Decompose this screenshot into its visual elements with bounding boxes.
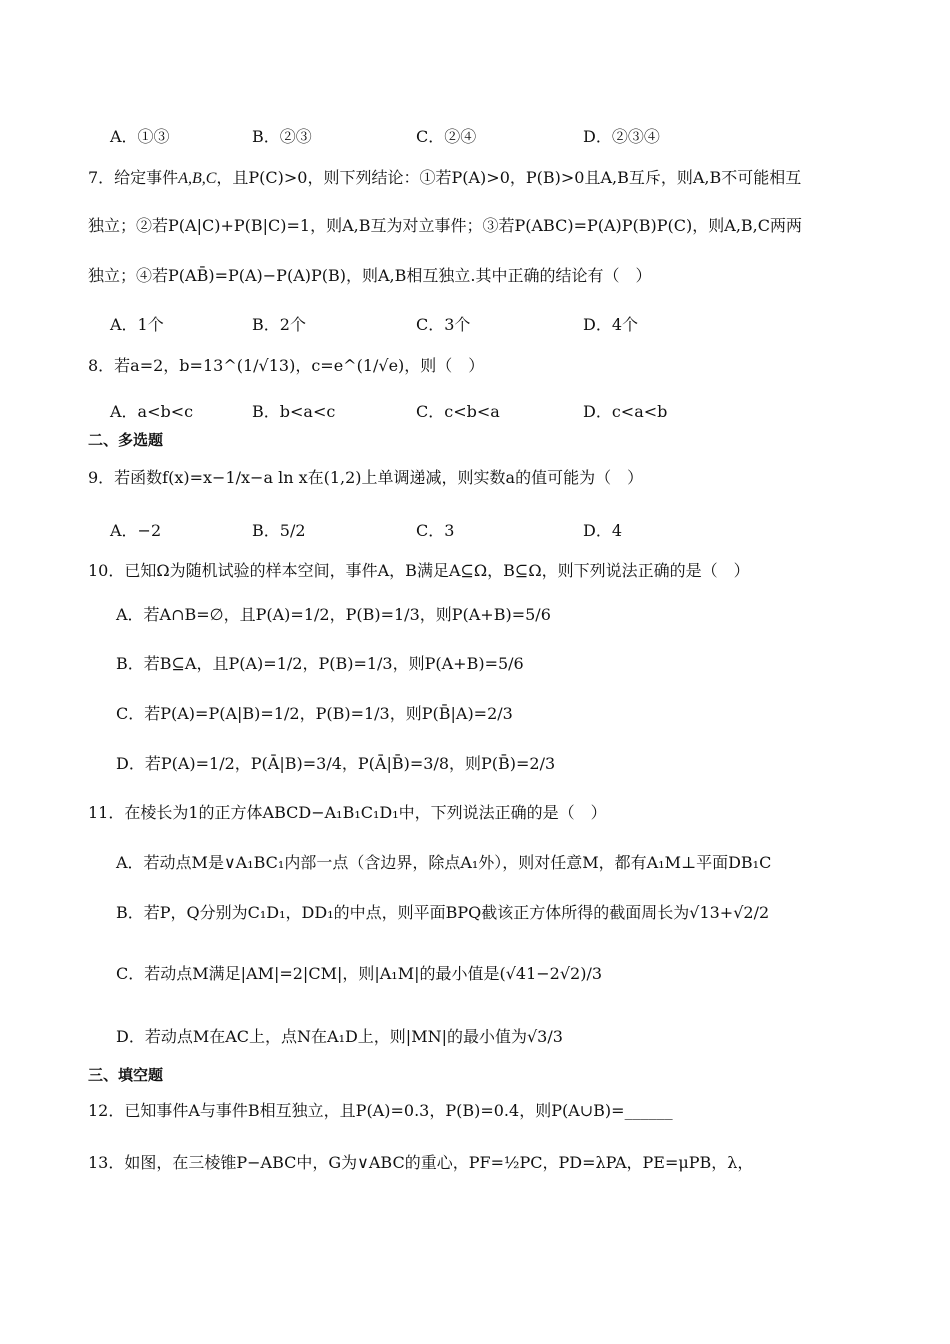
q7-events: A,B,C (178, 170, 217, 187)
q6-option-d: D．②③④ (583, 127, 660, 146)
q11-option-b: B．若P，Q分别为C₁D₁，DD₁的中点，则平面BPQ截该正方体所得的截面周长为√13+√2/2 (116, 903, 770, 922)
q12-stem: 12．已知事件A与事件B相互独立，且P(A)=0.3，P(B)=0.4，则P(A∪B)=______ (88, 1101, 673, 1120)
section-heading-fill: 三、填空题 (88, 1066, 164, 1084)
q11-option-a: A．若动点M是∨A₁BC₁内部一点（含边界，除点A₁外），则对任意M，都有A₁M⊥平面DB₁C (116, 853, 772, 872)
q9-option-a: A．−2 (110, 521, 162, 540)
q6-option-b: B．②③ (252, 127, 312, 146)
q8-option-a: A．a<b<c (110, 402, 194, 421)
q7-line-1 (88, 168, 801, 188)
q8-option-d: D．c<a<b (583, 402, 668, 421)
q7-option-d: D．4个 (583, 315, 639, 334)
q8-option-c: C．c<b<a (416, 402, 500, 421)
q7-prefix: 7．给定事件 (88, 168, 179, 187)
q9-option-c: C．3 (416, 521, 455, 540)
section-heading-multi: 二、多选题 (88, 431, 164, 449)
q10-option-c: C．若P(A)=P(A|B)=1/2，P(B)=1/3，则P(B̄|A)=2/3 (116, 704, 513, 723)
q10-option-b: B．若B⊆A，且P(A)=1/2，P(B)=1/3，则P(A+B)=5/6 (116, 654, 524, 673)
q8-option-b: B．b<a<c (252, 402, 336, 421)
q10-stem: 10．已知Ω为随机试验的样本空间，事件A，B满足A⊆Ω，B⊆Ω，则下列说法正确的是（ ） (88, 561, 750, 580)
q7-line-3: 独立；④若P(AB̄)=P(A)−P(A)P(B)，则A,B相互独立.其中正确的结论有（ ） (88, 266, 652, 285)
q6-option-c: C．②④ (416, 127, 477, 146)
q9-stem: 9．若函数f(x)=x−1/x−a ln x在(1,2)上单调递减，则实数a的值可能为（ ） (88, 468, 644, 487)
q13-stem: 13．如图，在三棱锥P−ABC中，G为∨ABC的重心，PF=½PC，PD=λPA，PE=μPB，λ， (88, 1153, 754, 1172)
q7-rest: ，且P(C)>0，则下列结论：①若P(A)>0，P(B)>0且A,B互斥，则A,B不可能相互 (216, 168, 802, 187)
q11-option-d: D．若动点M在AC上，点N在A₁D上，则|MN|的最小值为√3/3 (116, 1027, 563, 1046)
q7-option-c: C．3个 (416, 315, 471, 334)
q7-option-a: A．1个 (110, 315, 164, 334)
q10-option-a: A．若A∩B=∅，且P(A)=1/2，P(B)=1/3，则P(A+B)=5/6 (116, 605, 551, 624)
q11-option-c: C．若动点M满足|AM|=2|CM|，则|A₁M|的最小值是(√41−2√2)/3 (116, 964, 603, 983)
q7-option-b: B．2个 (252, 315, 306, 334)
q10-option-d: D．若P(A)=1/2，P(Ā|B)=3/4，P(Ā|B̄)=3/8，则P(B̄)=2/3 (116, 754, 556, 773)
q8-stem: 8．若a=2，b=13^(1/√13)，c=e^(1/√e)，则（ ） (88, 356, 485, 375)
q11-stem: 11．在棱长为1的正方体ABCD−A₁B₁C₁D₁中，下列说法正确的是（ ） (88, 803, 607, 822)
q9-option-b: B．5/2 (252, 521, 306, 540)
q7-line-2: 独立；②若P(A|C)+P(B|C)=1，则A,B互为对立事件；③若P(ABC)=P(A)P(B)P(C)，则A,B,C两两 (88, 216, 803, 235)
q6-option-a: A．①③ (110, 127, 170, 146)
q9-option-d: D．4 (583, 521, 623, 540)
